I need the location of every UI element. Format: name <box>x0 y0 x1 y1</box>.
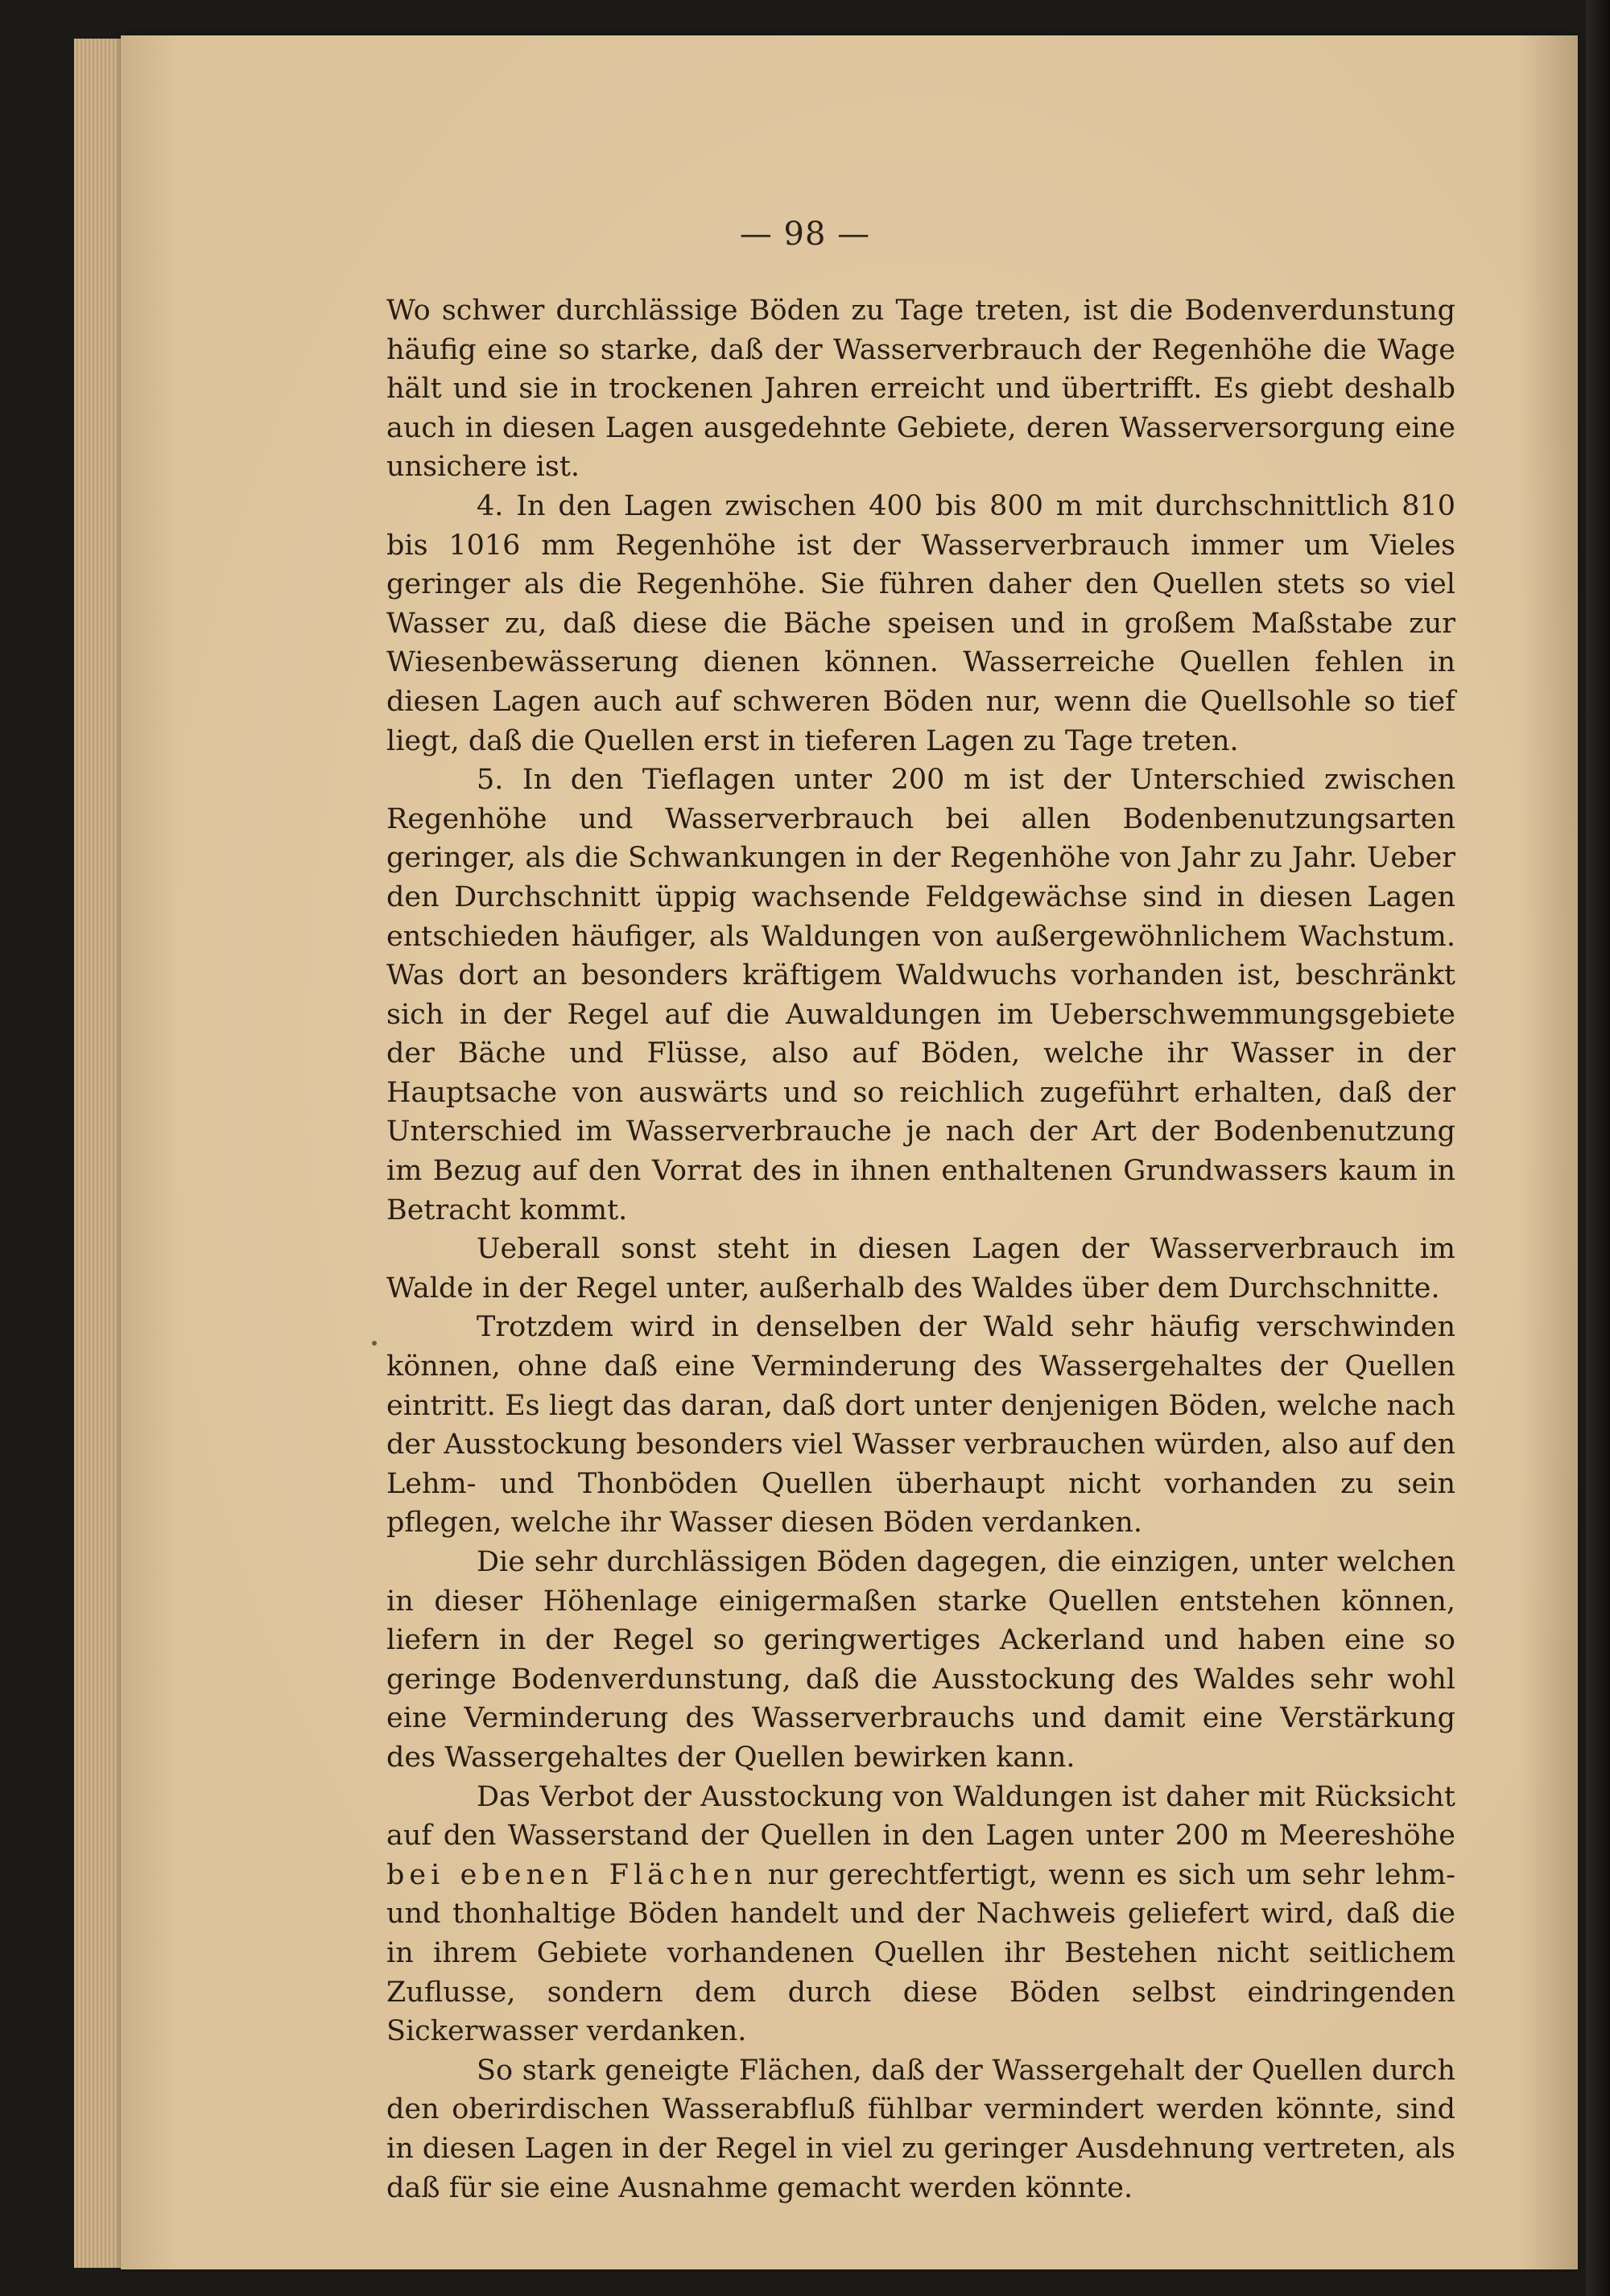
paragraph-text: nur gerechtfertigt, wenn es sich um sehr lehm- und thonhaltige Böden handelt und der Nachweis geliefert wird, daß die in ihrem Gebiete vorhandenen Quellen ihr Bestehen nicht seitlichem Zuflusse, sondern dem durch diese Böden selbst eindringenden Sickerwasser verdanken. <box>386 1858 1455 2048</box>
text-body <box>386 291 1455 2207</box>
pencil-mark <box>372 1341 377 1346</box>
paragraph: Die sehr durchlässigen Böden dagegen, die einzigen, unter welchen in dieser Höhenlage einigermaßen starke Quellen entstehen können, liefern in der Regel so geringwertiges Ackerland und haben eine so geringe Bodenverdunstung, daß die Ausstockung des Waldes sehr wohl eine Verminderung des Wasserverbrauchs und damit eine Verstärkung des Wassergehaltes der Quellen bewirken kann. <box>386 1546 1455 1774</box>
page-number: — 98 — <box>739 216 871 253</box>
paragraph: 5. In den Tieflagen unter 200 m ist der Unterschied zwischen Regenhöhe und Wasserverbrauch bei allen Bodenbenutzungsarten geringer, als die Schwankungen in der Regenhöhe von Jahr zu Jahr. Ueber den Durchschnitt üppig wachsende Feldgewächse sind in diesen Lagen entschieden häufiger, als Waldungen von außergewöhnlichem Wachstum. Was dort an besonders kräftigem Waldwuchs vorhanden ist, beschränkt sich in der Regel auf die Auwaldungen im Ueberschwemmungsgebiete der Bäche und Flüsse, also auf Böden, welche ihr Wasser in der Hauptsache von auswärts und so reichlich zugeführt erhalten, daß der Unterschied im Wasserverbrauche je nach der Art der Bodenbenutzung im Bezug auf den Vorrat des in ihnen enthaltenen Grundwassers kaum in Betracht kommt. <box>386 764 1455 1226</box>
paragraph: So stark geneigte Flächen, daß der Wassergehalt der Quellen durch den oberirdischen Wasserabfluß fühlbar vermindert werden könnte, sind in diesen Lagen in der Regel in viel zu geringer Ausdehnung vertreten, als daß für sie eine Ausnahme gemacht werden könnte. <box>386 2054 1455 2204</box>
emphasized-text: bei ebenen Flächen <box>386 1858 758 1891</box>
paragraph-text: Das Verbot der Ausstockung von Waldungen ist daher mit Rücksicht auf den Wasserstand der Quellen in den Lagen unter 200 m Meereshöhe <box>386 1780 1455 1853</box>
paragraph: Trotzdem wird in denselben der Wald sehr häufig verschwinden können, ohne daß eine Verminderung des Wassergehaltes der Quellen eintritt. Es liegt das daran, daß dort unter denjenigen Böden, welche nach der Ausstockung besonders viel Wasser verbrauchen würden, also auf den Lehm- und Thonböden Quellen überhaupt nicht vorhanden zu sein pflegen, welche ihr Wasser diesen Böden verdanken. <box>386 1311 1455 1540</box>
paragraph <box>386 1778 1455 2051</box>
paragraph: Wo schwer durchlässige Böden zu Tage treten, ist die Bodenverdunstung häufig eine so starke, daß der Wasserverbrauch der Regenhöhe die Wage hält und sie in trockenen Jahren erreicht und übertrifft. Es giebt deshalb auch in diesen Lagen ausgedehnte Gebiete, deren Wasserversorgung eine unsichere ist. <box>386 295 1455 484</box>
book-binding <box>1586 0 1610 2296</box>
paragraph: Ueberall sonst steht in diesen Lagen der Wasserverbrauch im Walde in der Regel unter, außerhalb des Waldes über dem Durchschnitte. <box>386 1233 1455 1305</box>
paragraph: 4. In den Lagen zwischen 400 bis 800 m mit durchschnittlich 810 bis 1016 mm Regenhöhe ist der Wasserverbrauch immer um Vieles geringer als die Regenhöhe. Sie führen daher den Quellen stets so viel Wasser zu, daß diese die Bäche speisen und in großem Maßstabe zur Wiesenbewässerung dienen können. Wasserreiche Quellen fehlen in diesen Lagen auch auf schweren Böden nur, wenn die Quellsohle so tief liegt, daß die Quellen erst in tieferen Lagen zu Tage treten. <box>386 489 1455 757</box>
